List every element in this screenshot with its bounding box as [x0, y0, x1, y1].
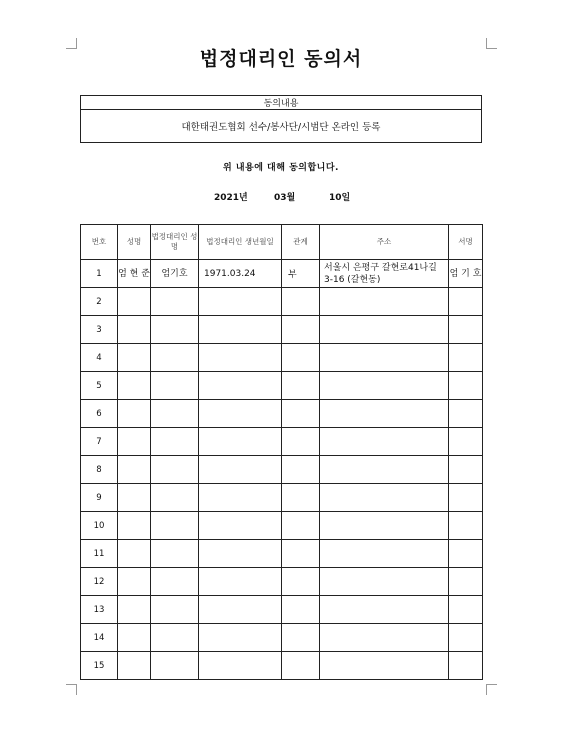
row-name [118, 428, 151, 456]
row-number: 6 [81, 400, 118, 428]
table-row [81, 456, 483, 484]
row-relation [282, 512, 320, 540]
row-address [320, 372, 449, 400]
table-row [81, 624, 483, 652]
row-number: 2 [81, 288, 118, 316]
row-number: 1 [81, 260, 118, 288]
row-relation [282, 372, 320, 400]
row-guardian-name: 엄기호 [151, 260, 199, 288]
row-guardian-birth [199, 652, 282, 680]
table-row [81, 372, 483, 400]
row-address [320, 288, 449, 316]
row-name [118, 288, 151, 316]
row-guardian-birth [199, 596, 282, 624]
header-guardian-name: 법정대리인 성명 [151, 225, 199, 260]
row-relation [282, 484, 320, 512]
row-guardian-name [151, 624, 199, 652]
row-signature [449, 568, 483, 596]
row-number: 15 [81, 652, 118, 680]
row-guardian-birth [199, 624, 282, 652]
date-month: 03월 [274, 193, 296, 203]
table-row [81, 428, 483, 456]
row-signature [449, 400, 483, 428]
row-relation [282, 400, 320, 428]
row-number: 7 [81, 428, 118, 456]
row-address [320, 344, 449, 372]
row-guardian-name [151, 316, 199, 344]
row-number: 3 [81, 316, 118, 344]
consent-body: 대한태권도협회 선수/봉사단/시범단 온라인 등록 [81, 110, 482, 143]
row-signature [449, 456, 483, 484]
row-name [118, 344, 151, 372]
row-guardian-birth [199, 344, 282, 372]
row-address [320, 400, 449, 428]
row-address [320, 540, 449, 568]
row-address [320, 624, 449, 652]
row-guardian-name [151, 568, 199, 596]
row-name [118, 624, 151, 652]
row-guardian-name [151, 288, 199, 316]
row-guardian-birth [199, 400, 282, 428]
row-signature [449, 596, 483, 624]
table-header-row [81, 225, 483, 260]
row-address [320, 456, 449, 484]
row-signature [449, 316, 483, 344]
header-number: 번호 [81, 225, 118, 260]
row-guardian-name [151, 372, 199, 400]
row-address [320, 652, 449, 680]
header-signature: 서명 [449, 225, 483, 260]
table-row [81, 512, 483, 540]
row-guardian-name [151, 400, 199, 428]
row-name [118, 540, 151, 568]
row-address [320, 568, 449, 596]
row-number: 8 [81, 456, 118, 484]
row-number: 12 [81, 568, 118, 596]
consent-header: 동의내용 [81, 96, 482, 110]
row-number: 5 [81, 372, 118, 400]
table-row [81, 316, 483, 344]
row-name [118, 316, 151, 344]
row-name [118, 652, 151, 680]
agreement-text: 위 내용에 대해 동의합니다. [223, 163, 339, 173]
row-signature [449, 288, 483, 316]
row-guardian-birth [199, 568, 282, 596]
row-guardian-name [151, 428, 199, 456]
row-number: 11 [81, 540, 118, 568]
row-relation [282, 568, 320, 596]
row-number: 4 [81, 344, 118, 372]
row-signature: 엄 기 호 [449, 260, 483, 288]
row-guardian-name [151, 596, 199, 624]
crop-mark-bottom-left [66, 684, 77, 695]
date-year: 2021년 [214, 193, 248, 203]
row-guardian-name [151, 484, 199, 512]
row-signature [449, 428, 483, 456]
row-relation: 부 [282, 260, 320, 288]
consent-box [80, 95, 482, 143]
header-name: 성명 [118, 225, 151, 260]
row-name [118, 400, 151, 428]
row-relation [282, 652, 320, 680]
row-number: 14 [81, 624, 118, 652]
row-signature [449, 512, 483, 540]
row-signature [449, 540, 483, 568]
row-guardian-birth [199, 428, 282, 456]
row-guardian-birth [199, 288, 282, 316]
document-title: 법정대리인 동의서 [199, 48, 363, 70]
row-address [320, 484, 449, 512]
row-signature [449, 484, 483, 512]
row-relation [282, 596, 320, 624]
table-row [81, 484, 483, 512]
row-guardian-name [151, 512, 199, 540]
row-name [118, 596, 151, 624]
row-guardian-birth: 1971.03.24 [199, 260, 282, 288]
row-guardian-name [151, 456, 199, 484]
row-signature [449, 624, 483, 652]
row-signature [449, 344, 483, 372]
header-relation: 관계 [282, 225, 320, 260]
row-guardian-name [151, 344, 199, 372]
table-row [81, 344, 483, 372]
row-guardian-name [151, 540, 199, 568]
guardian-table [80, 224, 483, 680]
row-guardian-birth [199, 484, 282, 512]
date-day: 10일 [329, 193, 351, 203]
row-address [320, 428, 449, 456]
row-relation [282, 624, 320, 652]
row-guardian-birth [199, 456, 282, 484]
table-row [81, 652, 483, 680]
row-guardian-birth [199, 540, 282, 568]
row-name: 엄 현 준 [118, 260, 151, 288]
table-row [81, 288, 483, 316]
row-relation [282, 540, 320, 568]
row-number: 9 [81, 484, 118, 512]
row-guardian-name [151, 652, 199, 680]
row-address [320, 596, 449, 624]
row-name [118, 512, 151, 540]
row-signature [449, 372, 483, 400]
row-guardian-birth [199, 372, 282, 400]
header-address: 주소 [320, 225, 449, 260]
row-relation [282, 456, 320, 484]
row-signature [449, 652, 483, 680]
row-relation [282, 288, 320, 316]
row-name [118, 484, 151, 512]
table-row [81, 568, 483, 596]
row-address [320, 512, 449, 540]
table-row [81, 260, 483, 288]
row-guardian-birth [199, 512, 282, 540]
table-row [81, 596, 483, 624]
row-number: 13 [81, 596, 118, 624]
row-relation [282, 316, 320, 344]
row-number: 10 [81, 512, 118, 540]
table-row [81, 400, 483, 428]
header-guardian-birth: 법정대리인 생년월일 [199, 225, 282, 260]
row-name [118, 372, 151, 400]
crop-mark-bottom-right [486, 684, 497, 695]
table-row [81, 540, 483, 568]
row-name [118, 568, 151, 596]
row-relation [282, 428, 320, 456]
row-name [118, 456, 151, 484]
row-relation [282, 344, 320, 372]
row-address: 서울시 은평구 갈현로41나길 3-16 (갈현동) [320, 260, 449, 288]
row-guardian-birth [199, 316, 282, 344]
row-address [320, 316, 449, 344]
